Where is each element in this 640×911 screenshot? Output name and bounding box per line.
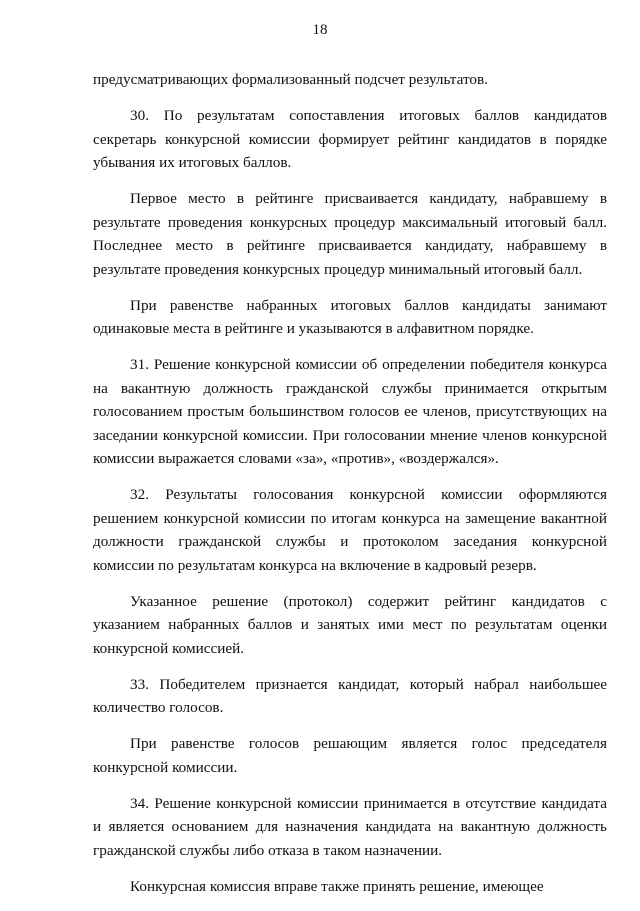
paragraph: При равенстве набранных итоговых баллов кандидаты занимают одинаковые места в рейтинге и указываются в алфавитном порядке.	[93, 296, 607, 337]
document-body	[93, 68, 607, 911]
paragraph: Указанное решение (протокол) содержит рейтинг кандидатов с указанием набранных баллов и занятых ими мест по результатам оценки конкурсной комиссией.	[93, 592, 607, 657]
paragraph: 33. Победителем признается кандидат, который набрал наибольшее количество голосов.	[93, 675, 607, 716]
paragraph: Первое место в рейтинге присваивается кандидату, набравшему в результате проведения конкурсных процедур максимальный итоговый балл. Последнее место в рейтинге присваивается кандидату, набравшему в результате проведения конкурсных процедур минимальный итоговый балл.	[93, 190, 607, 278]
paragraph: 32. Результаты голосования конкурсной комиссии оформляются решением конкурсной комиссии по итогам конкурса на замещение вакантной должности гражданской службы и протоколом заседания конкурсной комиссии по результатам конкурса на включение в кадровый резерв.	[93, 486, 607, 574]
paragraph: 34. Решение конкурсной комиссии принимается в отсутствие кандидата и является основанием для назначения кандидата на вакантную должность гражданской службы либо отказа в таком назначении.	[93, 794, 607, 859]
paragraph: 31. Решение конкурсной комиссии об определении победителя конкурса на вакантную должность гражданской службы принимается открытым голосованием простым большинством голосов ее членов, присутствующих на заседании конкурсной комиссии. При голосовании мнение членов конкурсной комиссии выражается словами «за», «против», «воздержался».	[93, 356, 607, 467]
paragraph: 30. По результатам сопоставления итоговых баллов кандидатов секретарь конкурсной комиссии формирует рейтинг кандидатов в порядке убывания их итоговых баллов.	[93, 107, 607, 171]
paragraph: Конкурсная комиссия вправе также принять решение, имеющее	[130, 877, 544, 895]
paragraph: предусматривающих формализованный подсчет результатов.	[93, 71, 488, 88]
paragraph: При равенстве голосов решающим является голос председателя конкурсной комиссии.	[93, 735, 607, 776]
page-number: 18	[312, 22, 328, 38]
